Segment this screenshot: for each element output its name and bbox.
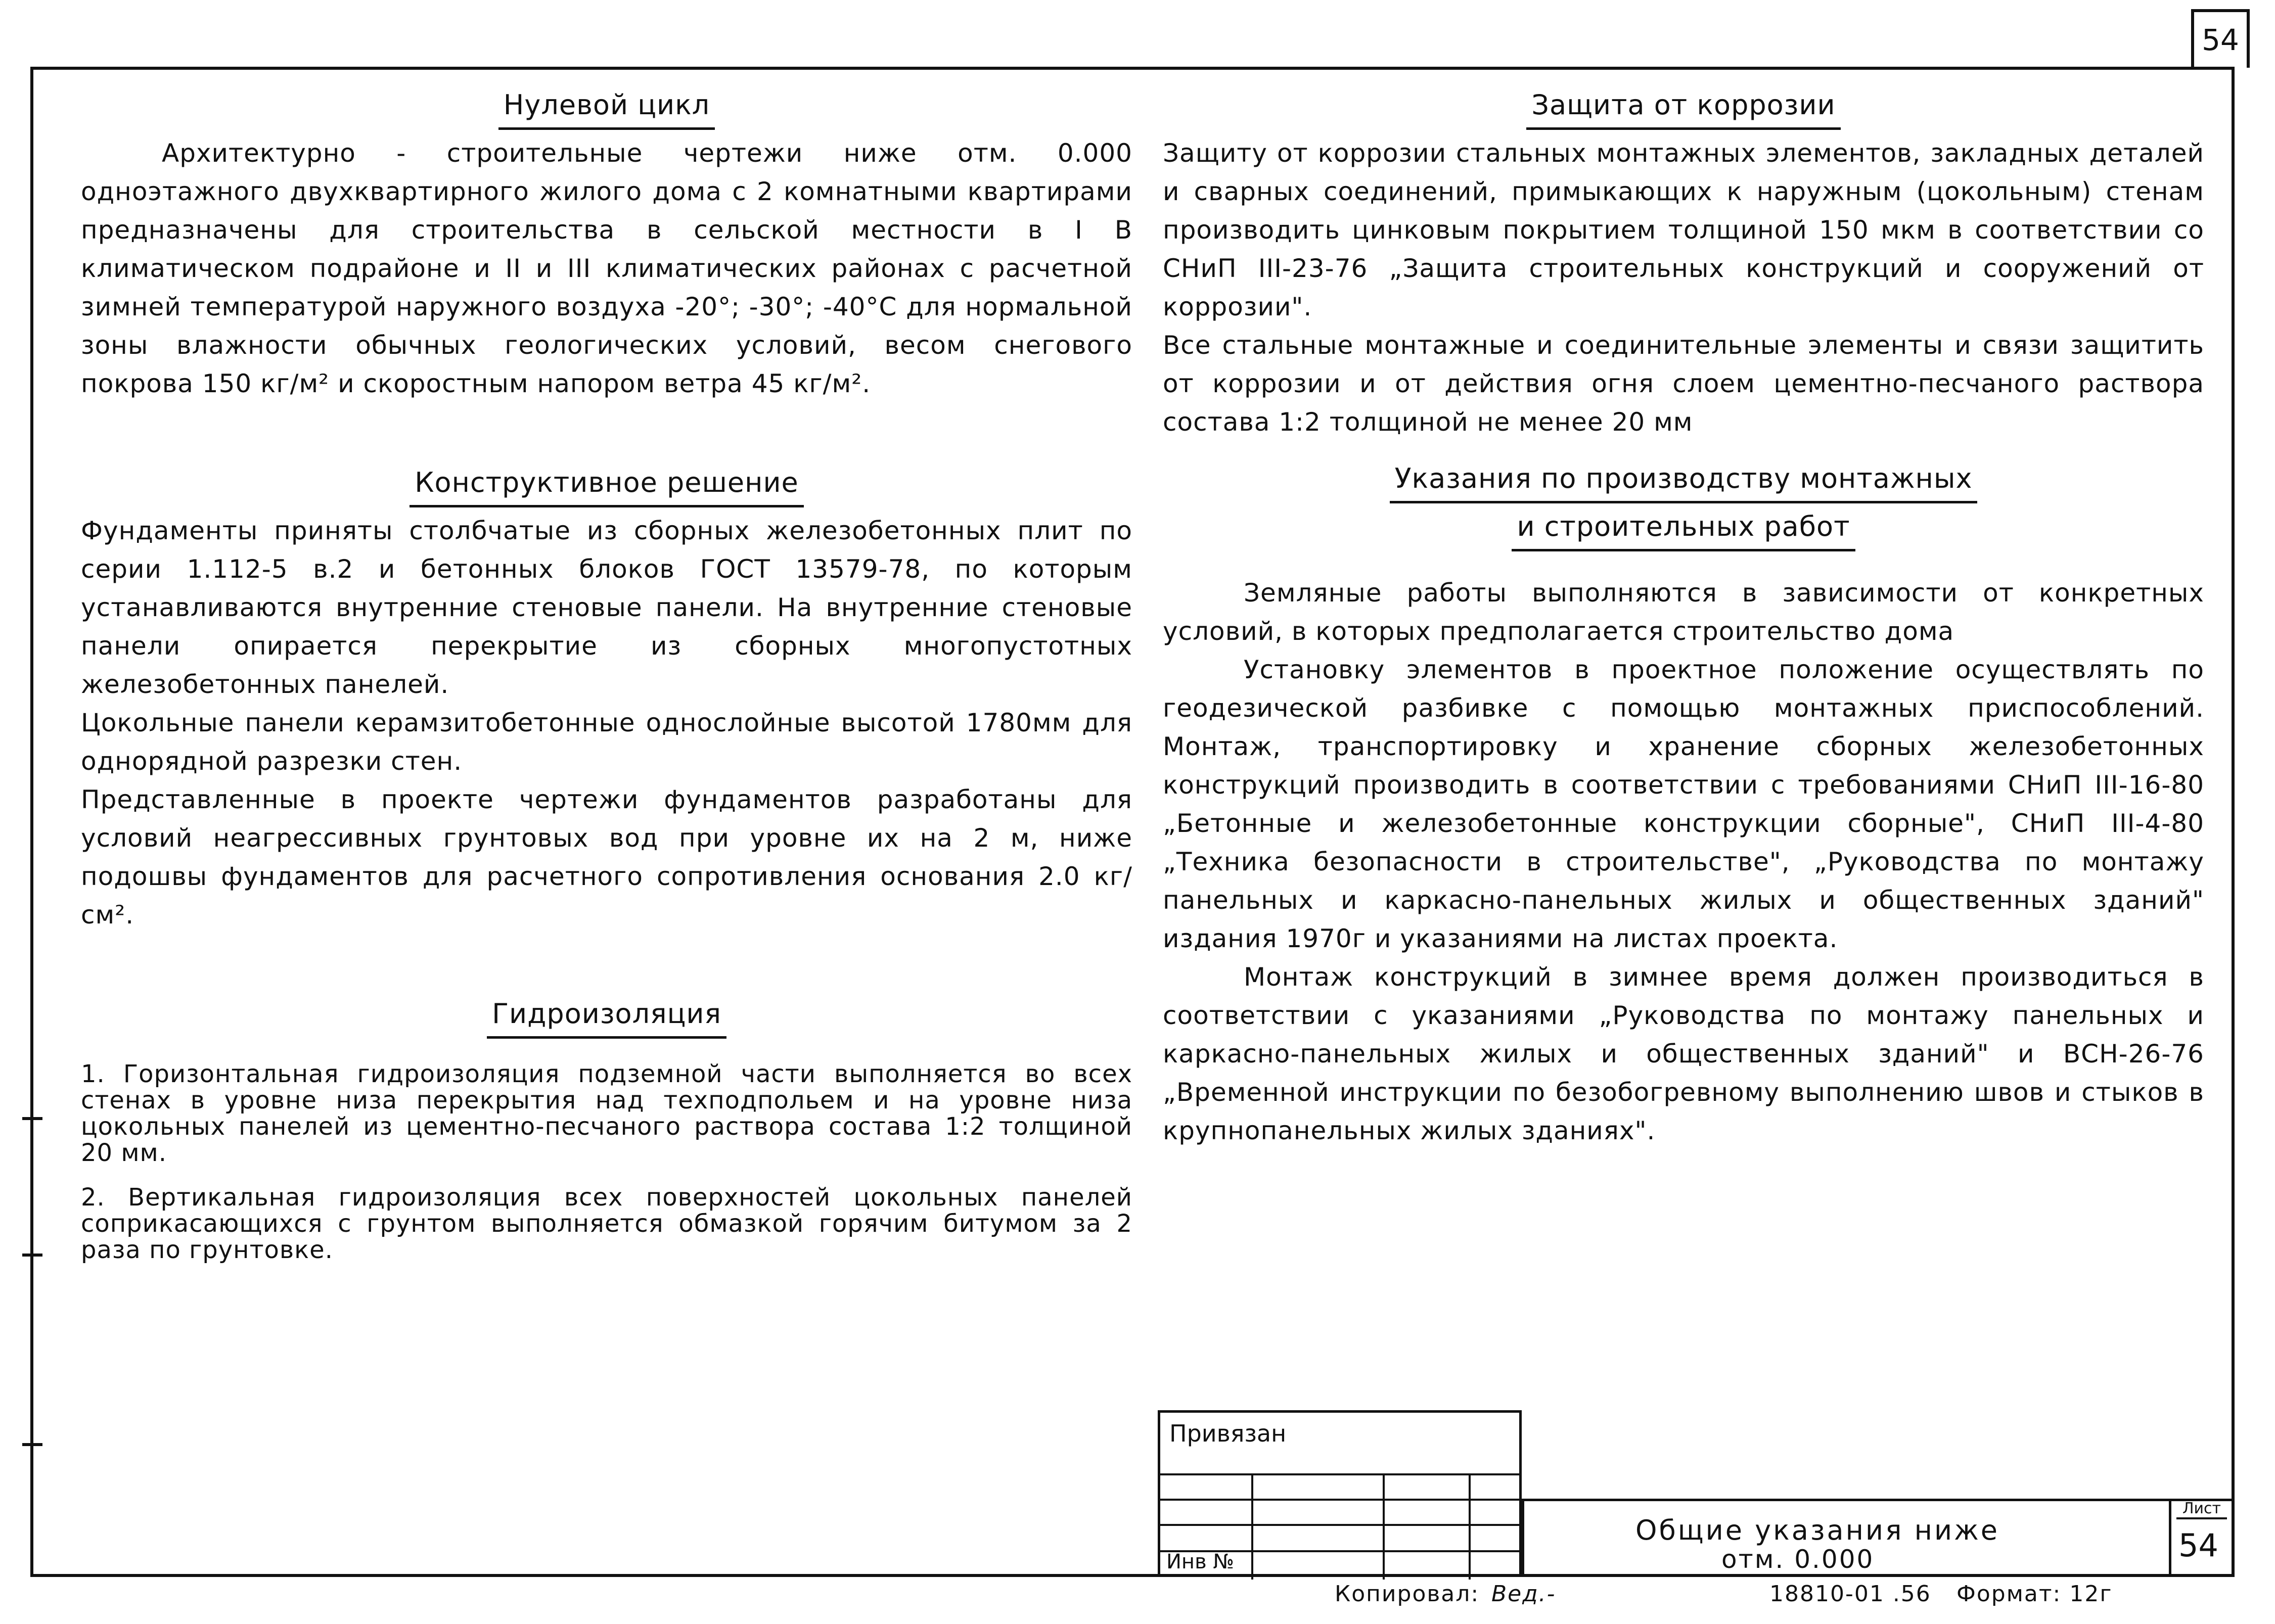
title-block	[1522, 1499, 2235, 1577]
corner-sheet-number: 54	[2191, 9, 2250, 68]
paragraph: Цокольные панели керамзитобетонные однослойные высотой 1780мм для однорядной разрезки стен.	[81, 708, 1132, 776]
document-code: 18810-01 .56	[1769, 1581, 1931, 1607]
stamp-line	[1160, 1473, 1519, 1475]
section-heading-corrosion-protection: Защита от коррозии	[1163, 86, 2204, 130]
margin-tick	[22, 1117, 42, 1120]
paragraph: Монтаж конструкций в зимнее время должен производиться в соответствии с указаниями „Руководства по монтажу панельных и каркасно-панельных жилых и общественных зданий" и ВСН-26-76 „Временной инструкции по безобогревному выполнению швов и стыков в крупнопанельных жилых зданиях".	[1163, 962, 2204, 1145]
section-heading-installation-instructions-2: и строительных работ	[1163, 507, 2204, 551]
paragraph: 2. Вертикальная гидроизоляция всех поверхностей цокольных панелей соприкасающихся с грунтом выполняется обмазкой горячим битумом за 2 раза по грунтовке.	[81, 1183, 1132, 1264]
stamp-line	[1383, 1473, 1385, 1580]
section-heading-zero-cycle: Нулевой цикл	[81, 86, 1132, 130]
stamp-line	[1160, 1499, 1519, 1501]
binding-stamp	[1158, 1410, 1522, 1577]
sheet-number-box	[2169, 1499, 2235, 1577]
section-heading-waterproofing: Гидроизоляция	[81, 995, 1132, 1039]
inventory-label: Инв №	[1166, 1550, 1234, 1573]
stamp-line	[1469, 1473, 1471, 1580]
paragraph: Земляные работы выполняются в зависимости от конкретных условий, в которых предполагается строительство дома	[1163, 578, 2204, 646]
paragraph: Представленные в проекте чертежи фундаментов разработаны для условий неагрессивных грунтовых вод при уровне их на 2 м, ниже подошвы фундаментов для расчетного сопротивления основания 2.0 кг/см².	[81, 785, 1132, 930]
format-label: Формат: 12г	[1956, 1581, 2113, 1607]
copied-by-label: Копировал:	[1335, 1581, 1480, 1607]
paragraph: Архитектурно - строительные чертежи ниже отм. 0.000 одноэтажного двухквартирного жилого дома с 2 комнатными квартирами предназначены для строительства в сельской местности в I В климатическом подрайоне и II и III климатических районах с расчетной зимней температурой наружного воздуха -20°; -30°; -40°С для нормальной зоны влажности обычных геологических условий, весом снегового покрова 150 кг/м² и скоростным напором ветра 45 кг/м².	[81, 138, 1132, 398]
section-heading-installation-instructions: Указания по производству монтажных	[1163, 459, 2204, 503]
sheet-number: 54	[2178, 1527, 2218, 1564]
paragraph: Защиту от коррозии стальных монтажных элементов, закладных деталей и сварных соединений, примыкающих к наружным (цокольным) стенам производить цинковым покрытием толщиной 150 мкм в соответствии со СНиП III-23-76 „Защита строительных конструкций и сооружений от коррозии".	[1163, 138, 2204, 321]
right-column	[1163, 86, 2204, 1150]
sheet-title: Общие указания ниже	[1635, 1514, 1999, 1546]
margin-tick	[22, 1443, 42, 1446]
paragraph: 1. Горизонтальная гидроизоляция подземной части выполняется во всех стенах в уровне низа перекрытия над техподпольем и на уровне низа цокольных панелей из цементно-песчаного раствора состава 1:2 толщиной 20 мм.	[81, 1060, 1132, 1167]
left-column	[81, 86, 1132, 1263]
copied-by-signature: Вед.-	[1491, 1581, 1556, 1607]
section-heading-structural-solution: Конструктивное решение	[81, 463, 1132, 507]
sheet-label: Лист	[2176, 1500, 2227, 1519]
paragraph: Установку элементов в проектное положение осуществлять по геодезической разбивке с помощью монтажных приспособлений. Монтаж, транспортировку и хранение сборных железобетонных конструкций производить в соответствии с требованиями СНиП III-16-80 „Бетонные и железобетонные конструкции сборные", СНиП III-4-80 „Техника безопасности в строительстве", „Руководства по монтажу панельных и каркасно-панельных жилых и общественных зданий" издания 1970г и указаниями на листах проекта.	[1163, 655, 2204, 953]
paragraph: Фундаменты приняты столбчатые из сборных железобетонных плит по серии 1.112-5 в.2 и бетонных блоков ГОСТ 13579-78, по которым устанавливаются внутренние стеновые панели. На внутренние стеновые панели опирается перекрытие из сборных многопустотных железобетонных панелей.	[81, 516, 1132, 699]
sheet-subtitle: отм. 0.000	[1721, 1545, 1875, 1574]
margin-tick	[22, 1254, 42, 1257]
paragraph: Все стальные монтажные и соединительные элементы и связи защитить от коррозии и от действия огня слоем цементно-песчаного раствора состава 1:2 толщиной не менее 20 мм	[1163, 331, 2204, 437]
stamp-line	[1160, 1524, 1519, 1526]
bound-label: Привязан	[1169, 1420, 1287, 1447]
stamp-line	[1251, 1473, 1253, 1580]
